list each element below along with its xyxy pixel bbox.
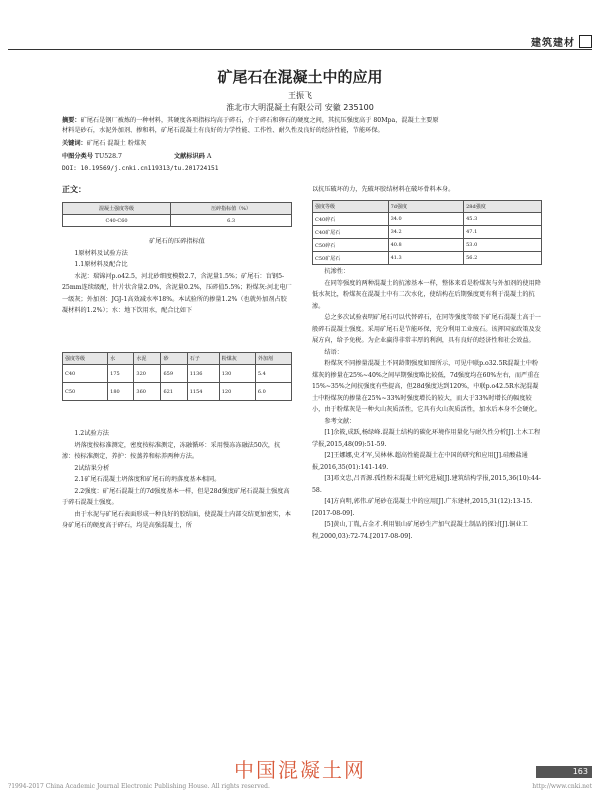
section-heading: 2试结果分析: [74, 464, 110, 472]
table-cell: C40-C60: [63, 215, 171, 227]
table-cell: 659: [161, 365, 187, 383]
table-mix-proportion: [62, 352, 292, 401]
doc-code-label: 文献标识码: [173, 153, 205, 160]
reference-item: [3]邓文忠,吕晋源.孤性粉末混凝土研究进展[J].建筑结构学报,2015,36(10):44-58.: [312, 475, 541, 494]
table-cell: C40矿尾石: [313, 226, 389, 239]
table-cell: C50矿尾石: [313, 252, 389, 265]
paragraph: 粉煤灰不同掺量混凝土不同龄期强度如图所示，可见中联p.o32.5R混凝土中粉煤灰的掺量在25%~40%之间早期强度略比较低，7d强度均在60%左右，而严重在15%~35%之间抗强度有些提高，但28d强度达到120%，中联p.o42.5R水泥混凝土中粉煤灰的掺量在25%~33%时强度增长的较大，而大于33%时增长的幅度较小，由于粉煤灰是一种火山灰质活性，它具有火山灰质活性，加水后本身不会硬化。: [312, 360, 541, 413]
table-cell: 175: [108, 365, 134, 383]
table-cell: 1136: [187, 365, 219, 383]
clc-code: TU528.7: [94, 153, 122, 160]
section-heading: 1.2试验方法: [74, 430, 109, 437]
section-title: 建筑建材: [531, 38, 575, 49]
keywords: [62, 139, 546, 149]
table-header-cell: 粉煤灰: [219, 353, 255, 365]
abstract-label: 摘要：: [62, 117, 81, 124]
table-cell: 320: [134, 365, 161, 383]
paragraph: 以抗压破坏的力，先破坏胶结材料在破坏骨料本身。: [312, 186, 455, 193]
footer-brand: 中国混凝土网: [234, 758, 366, 782]
table-cell: 6.0: [255, 383, 291, 401]
site-url: http://www.cnki.net: [532, 783, 592, 790]
table-cell: 130: [219, 365, 255, 383]
reference-item: [2]王娜娜,史才军,吴林林.超高性能混凝土在中国的研究和应用[J].硅酸盐通报,2016,35(01):141-149.: [312, 452, 528, 471]
right-column-body: [312, 266, 542, 542]
left-column-bottom: [62, 428, 292, 532]
article-title: 矿尾石在混凝土中的应用: [217, 68, 383, 86]
reference-item: [1]余筱,成跃,杨绿峰.混凝土结构的碳化环境作用量化与耐久性分析[J].土木工程学报,2015,48(09):51-59.: [312, 429, 541, 448]
table-header-cell: 28d强度: [464, 201, 542, 213]
section-heading: 抗渗性：: [324, 268, 350, 275]
abstract-text-2: 材料是砂石，水泥外加剂、掺和料，矿尾石混凝土有良好的力学性能、工作性、耐久性及良好的经济性能，节能环保。: [62, 127, 384, 134]
table-cell: 621: [161, 383, 187, 401]
article-author: 王振飞: [288, 91, 312, 100]
table-header-cell: 强度等级: [63, 353, 108, 365]
reference-item: [5]黄山,丁胤,占金才.利用银山矿尾砂生产加气混凝土制品的探讨[J].铜业工程,2000,03):72-74.[2017-08-09].: [312, 521, 528, 540]
table-header-cell: 砂: [161, 353, 187, 365]
table-header-cell: 混凝土强度等级: [63, 203, 171, 215]
paragraph: 2.2强度：矿尾石混凝土的7d强度基本一样，但是28d强度矿尾石混凝土强度高于碎石混凝土强度。: [62, 487, 290, 506]
table-cell: 53.0: [464, 239, 542, 252]
table-strength: [312, 200, 542, 265]
table-cell: 120: [219, 383, 255, 401]
table-caption: 矿尾石的压碎指标值: [149, 238, 205, 245]
table-cell: C50碎石: [313, 239, 389, 252]
doc-code: A: [206, 153, 212, 160]
article-affiliation: 淮北市大明混凝土有限公司 安徽 235100: [226, 103, 374, 112]
table-header-cell: 石子: [187, 353, 219, 365]
abstract-text-1: 矿尾石是钢厂被炼的一种材料，其硬度各项指标均高于碎石，介于碎石和卵石的硬度之间，其抗压强度高于 80Mpa，混凝土主要原: [80, 117, 439, 124]
table-cell: 41.3: [388, 252, 464, 265]
table-header-cell: 外加剂: [255, 353, 291, 365]
table-crushing-index: [62, 202, 292, 227]
clc-label: 中图分类号: [62, 153, 93, 160]
section-heading: 1原材料及试验方法: [74, 249, 128, 257]
paragraph: 水泥：瑞锦河p.o42.5，河北砂细度模数2.7，含泥量1.5%；矿尾石：盲钢5-25mm连续级配，针片状含量2.0%，含泥量0.2%，压碎值5.5%；粉煤灰:河北电厂一级灰；外加剂：JGJ-1高效减水率18%。本试验所的掺量1.2%（也就外加剂占胶凝材料的1.2%）；水：地下饮用水，配合比如下: [62, 272, 292, 314]
table-cell: 45.3: [464, 213, 542, 226]
table-header-cell: 强度等级: [313, 201, 389, 213]
table-cell: C40碎石: [313, 213, 389, 226]
table-cell: 180: [108, 383, 134, 401]
right-column-intro: [312, 184, 542, 196]
keywords-text: 矿尾石 混凝土 粉煤灰: [86, 140, 147, 147]
table-cell: C50: [63, 383, 108, 401]
abstract: [62, 116, 546, 126]
table-cell: 47.1: [464, 226, 542, 239]
table-cell: 6.3: [171, 215, 292, 227]
classification: [62, 152, 546, 162]
page-number: 163: [536, 766, 592, 778]
section-header: [531, 34, 592, 49]
table-cell: 34.2: [388, 226, 464, 239]
section-heading: 结语：: [324, 348, 343, 356]
copyright-text: ?1994-2017 China Academic Journal Electronic Publishing House. All rights reserved.: [8, 783, 270, 790]
table-cell: 34.0: [388, 213, 464, 226]
table-cell: 56.2: [464, 252, 542, 265]
paragraph: 2.1矿尾石混凝土坍落度和矿尾石的坍落度基本相同。: [74, 476, 221, 483]
table-header-cell: 水泥: [134, 353, 161, 365]
paragraph: 由于水泥与矿尾石表面形成一种良好的胶结面，使混凝土内部交结更加密实，本身矿尾石的硬度高于碎石，均是高强混凝土，所: [62, 510, 291, 529]
keywords-label: 关键词：: [62, 140, 87, 147]
doi: DOI: 10.19569/j.cnki.cn119313/tu.201724151: [62, 165, 219, 172]
abstract-continued: [62, 126, 546, 136]
reference-item: [4]方向明,郭伟.矿尾砂在混凝土中的应用[J].广东建材,2015,31(12):13-15.[2017-08-09].: [312, 498, 533, 517]
table-cell: 40.8: [388, 239, 464, 252]
paragraph: 总之多次试验表明矿尾石可以代替碎石，在同等强度等级下矿尾石混凝土高于一般碎石混凝土强度。采用矿尾石是节能环保，充分利用工业废石。该挥国家政策及发展方向，给予免税。为企业赢得非常丰厚的利润，具有良好的经济性和社会效益。: [312, 314, 541, 344]
table-header-cell: 7d强度: [388, 201, 464, 213]
paragraph: 坍落度按标准测定，密度按标准测定，冻融循环：采用慢冻冻融法50次，抗渗：按标准测定，养护：按蒸养和标养两种方法。: [62, 441, 281, 460]
table-cell: 5.4: [255, 365, 291, 383]
left-column-top: [62, 236, 292, 317]
table-cell: 360: [134, 383, 161, 401]
body-label: 正文：: [62, 185, 86, 194]
section-heading: 1.1原材料及配合比: [74, 261, 128, 268]
paragraph: 在同等强度的两种混凝土的抗渗基本一样，整体来看是粉煤灰与外加剂的使用降低水灰比，粉煤灰在混凝土中有二次水化，使结构在后期强度更有利于混凝土的抗渗。: [312, 279, 541, 310]
table-header-cell: 水: [108, 353, 134, 365]
section-logo-icon: [579, 35, 592, 48]
section-heading: 参考文献：: [324, 417, 356, 425]
table-cell: C40: [63, 365, 108, 383]
table-cell: 1154: [187, 383, 219, 401]
table-header-cell: 压碎指标值（%）: [171, 203, 292, 215]
header-divider: [8, 49, 592, 50]
copyright-line: [8, 783, 592, 790]
